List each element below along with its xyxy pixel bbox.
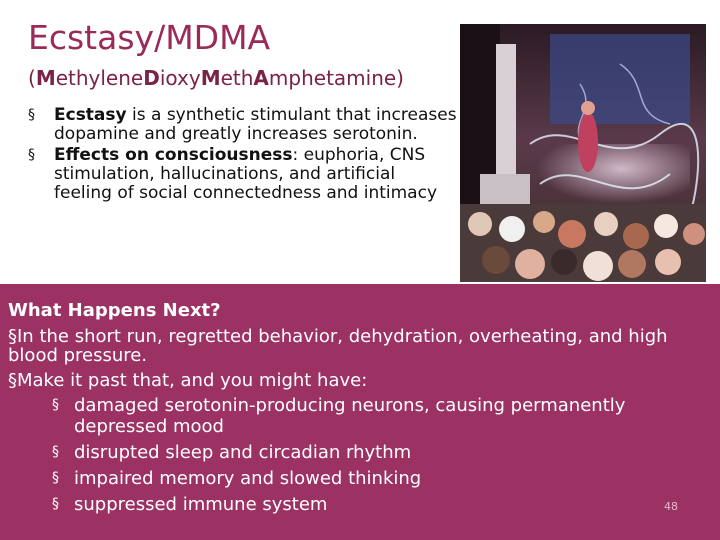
slide-subtitle — [28, 66, 404, 90]
bullet-term: Ecstasy — [54, 105, 127, 125]
bullet-marker-icon: § — [52, 470, 59, 486]
bullet-list — [28, 106, 458, 205]
consequence-list — [52, 393, 708, 518]
bullet-marker-icon: § — [52, 444, 59, 460]
list-item-text: impaired memory and slowed thinking — [74, 468, 422, 489]
subtitle-text: mphetamine) — [268, 66, 404, 90]
bullet-marker-icon: § — [28, 107, 35, 123]
list-item-text: suppressed immune system — [74, 494, 328, 515]
nightclub-photo — [460, 24, 706, 282]
box-line: §Make it past that, and you might have: — [8, 370, 368, 391]
list-item — [52, 492, 708, 518]
subtitle-text: ioxy — [159, 66, 201, 90]
subtitle-text: ethylene — [55, 66, 144, 90]
box-line: §In the short run, regretted behavior, dehydration, overheating, and high blood pressure. — [8, 326, 668, 366]
bullet-text: : euphoria, CNS stimulation, hallucinations, and artificial feeling of social connectedness and intimacy — [54, 145, 438, 203]
subtitle-text: eth — [220, 66, 254, 90]
list-item — [52, 440, 708, 466]
what-happens-next-box — [0, 284, 720, 540]
box-heading: What Happens Next? — [8, 300, 221, 321]
subtitle-text: ( — [28, 66, 36, 90]
list-item-text: disrupted sleep and circadian rhythm — [74, 442, 412, 463]
bullet-item — [28, 106, 458, 144]
acronym-letter: A — [253, 66, 269, 90]
list-item — [52, 393, 708, 440]
acronym-letter: D — [143, 66, 160, 90]
nightclub-photo-icon — [460, 24, 706, 282]
acronym-letter: M — [35, 66, 56, 90]
list-item-text: damaged serotonin-producing neurons, causing permanently depressed mood — [74, 395, 626, 437]
page-number: 48 — [664, 500, 678, 513]
bullet-marker-icon: § — [52, 397, 59, 413]
bullet-marker-icon: § — [28, 147, 35, 163]
bullet-text: is a synthetic stimulant that increases dopamine and greatly increases serotonin. — [54, 105, 457, 144]
bullet-marker-icon: § — [52, 496, 59, 512]
acronym-letter: M — [200, 66, 221, 90]
slide-title: Ecstasy/MDMA — [28, 18, 271, 57]
list-item — [52, 466, 708, 492]
bullet-term: Effects on consciousness — [54, 145, 293, 165]
bullet-item — [28, 146, 458, 203]
